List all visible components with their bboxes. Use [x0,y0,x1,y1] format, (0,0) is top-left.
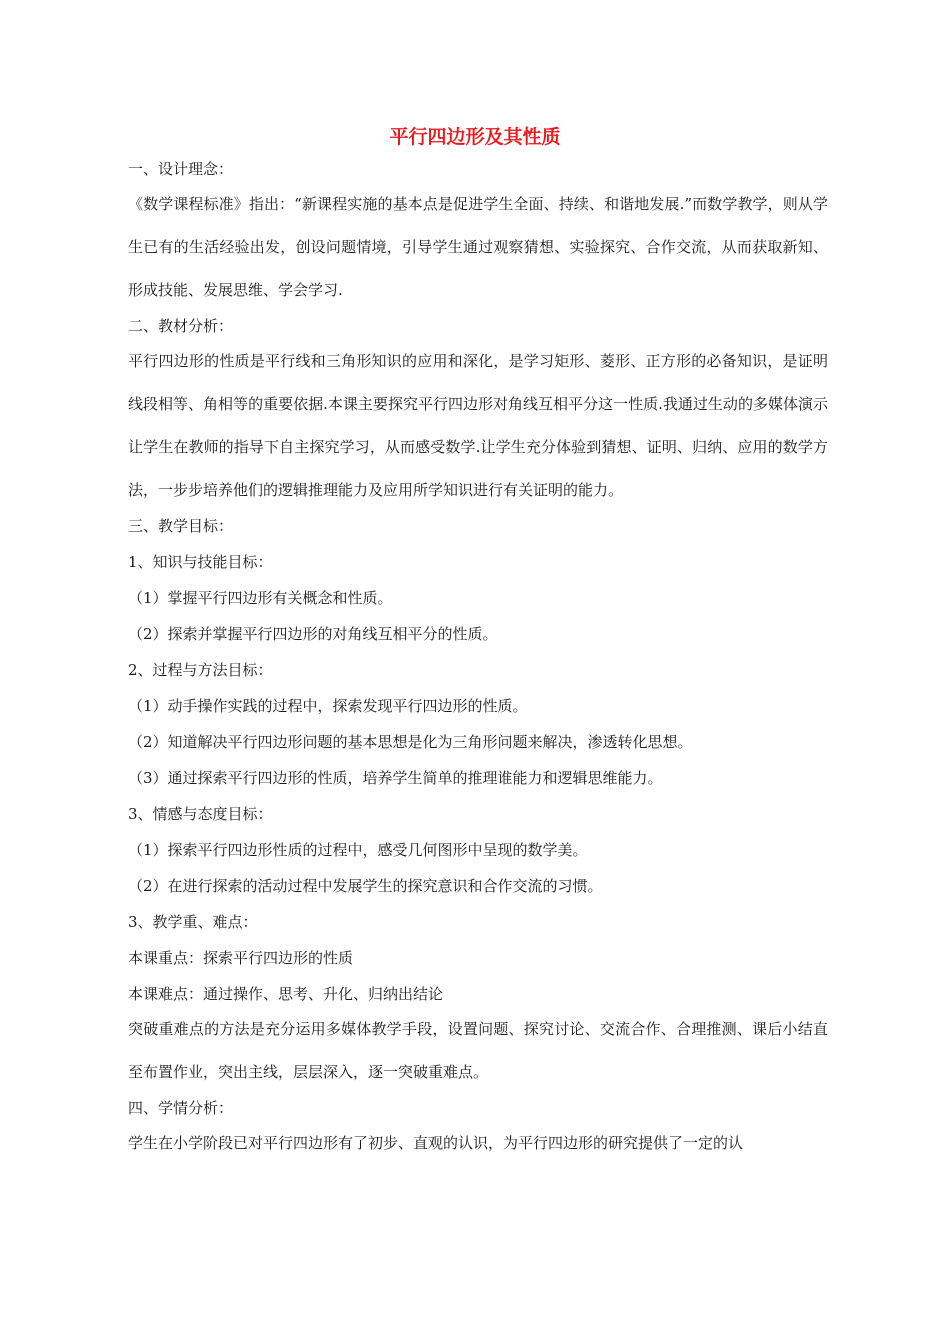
key-point-text: 本课重点：探索平行四边形的性质 [128,949,354,967]
paragraph-student-analysis: 学生在小学阶段已对平行四边形有了初步、直观的认识，为平行四边形的研究提供了一定的认 [128,1134,744,1152]
document-body [128,151,828,1165]
document-title: 平行四边形及其性质 [389,126,561,148]
goal-item: （2）在进行探索的活动过程中发展学生的探究意识和合作交流的习惯。 [128,877,603,895]
goal-heading-process-methods: 2、过程与方法目标： [128,661,273,679]
section-heading-teaching-goals: 三、教学目标： [128,517,234,535]
goal-item: （1）动手操作实践的过程中，探索发现平行四边形的性质。 [128,697,528,715]
section-heading-textbook-analysis: 二、教材分析： [128,317,234,335]
section-heading-student-analysis: 四、学情分析： [128,1099,234,1117]
goal-item: （2）知道解决平行四边形问题的基本思想是化为三角形问题来解决，渗透转化思想。 [128,733,693,751]
goal-item: （3）通过探索平行四边形的性质，培养学生简单的推理谁能力和逻辑思维能力。 [128,769,663,787]
paragraph-design-concept: 《数学课程标准》指出：“新课程实施的基本点是促进学生全面、持续、和谐地发展.”而数学教学，则从学生已有的生活经验出发，创设问题情境，引导学生通过观察猜想、实验探究、合作交流，从而获取新知、形成技能、发展思维、学会学习. [128,195,828,299]
difficult-point-text: 本课难点：通过操作、思考、升化、归纳出结论 [128,985,444,1003]
paragraph-method: 突破重难点的方法是充分运用多媒体教学手段，设置问题、探究讨论、交流合作、合理推测、课后小结直至布置作业，突出主线，层层深入，逐一突破重难点。 [128,1020,828,1081]
section-heading-design-concept: 一、设计理念： [128,160,234,178]
goal-item: （1）掌握平行四边形有关概念和性质。 [128,589,393,607]
paragraph-textbook-analysis: 平行四边形的性质是平行线和三角形知识的应用和深化，是学习矩形、菱形、正方形的必备知识，是证明线段相等、角相等的重要依据.本课主要探究平行四边形对角线互相平分这一性质.我通过生动的多媒体演示让学生在教师的指导下自主探究学习，从而感受数学.让学生充分体验到猜想、证明、归纳、应用的数学方法，一步步培养他们的逻辑推理能力及应用所学知识进行有关证明的能力。 [128,352,828,499]
goal-heading-knowledge-skills: 1、知识与技能目标： [128,553,273,571]
goal-heading-emotion-attitude: 3、情感与态度目标： [128,805,273,823]
goal-item: （2）探索并掌握平行四边形的对角线互相平分的性质。 [128,625,498,643]
goal-item: （1）探索平行四边形性质的过程中，感受几何图形中呈现的数学美。 [128,841,588,859]
goal-heading-key-difficult: 3、教学重、难点： [128,913,258,931]
